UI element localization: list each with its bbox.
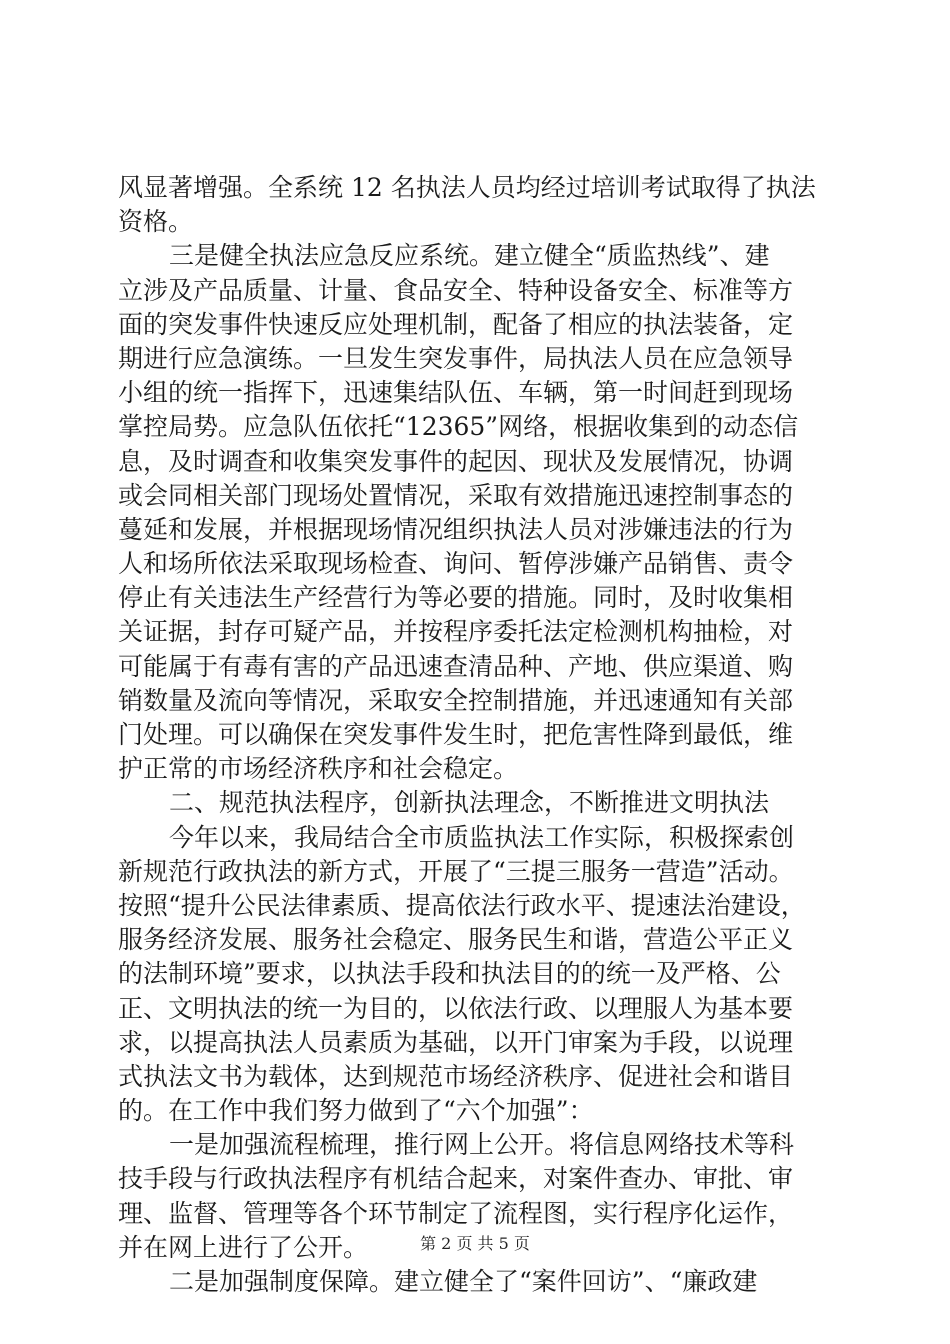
text-line: 关证据，封存可疑产品，并按程序委托法定检测机构抽检，对 — [118, 617, 794, 647]
text-line: 今年以来，我局结合全市质监执法工作实际，积极探索创 — [169, 822, 795, 852]
text-line: 技手段与行政执法程序有机结合起来，对案件查办、审批、审 — [118, 1164, 794, 1194]
text-line: 护正常的市场经济秩序和社会稳定。 — [118, 754, 519, 784]
text-line: 立涉及产品质量、计量、食品安全、特种设备安全、标准等方 — [118, 275, 794, 305]
text-line: 的法制环境”要求，以执法手段和执法目的的统一及严格、公 — [118, 959, 781, 989]
text-line: 掌控局势。应急队伍依托“12365”网络，根据收集到的动态信 — [118, 412, 799, 442]
text-line: 二、规范执法程序，创新执法理念，不断推进文明执法 — [169, 788, 770, 818]
text-line: 期进行应急演练。一旦发生突发事件，局执法人员在应急领导 — [118, 343, 794, 373]
text-line: 门处理。可以确保在突发事件发生时，把危害性降到最低，维 — [118, 720, 794, 749]
text-line: 二是加强制度保障。建立健全了“案件回访”、“廉政建 — [169, 1267, 758, 1296]
text-line: 面的突发事件快速反应处理机制，配备了相应的执法装备，定 — [118, 309, 794, 339]
text-line: 资格。 — [118, 207, 194, 237]
text-line: 蔓延和发展，并根据现场情况组织执法人员对涉嫌违法的行为 — [118, 514, 794, 544]
text-line: 人和场所依法采取现场检查、询问、暂停涉嫌产品销售、责令 — [118, 549, 794, 579]
text-line: 求，以提高执法人员素质为基础，以开门审案为手段，以说理 — [118, 1027, 794, 1057]
text-line: 新规范行政执法的新方式，开展了“三提三服务一营造”活动。 — [118, 856, 794, 886]
text-line: 或会同相关部门现场处置情况，采取有效措施迅速控制事态的 — [118, 480, 794, 510]
text-line: 息，及时调查和收集突发事件的起因、现状及发展情况，协调 — [118, 446, 794, 476]
text-line: 的。在工作中我们努力做到了“六个加强”： — [118, 1096, 594, 1126]
text-line: 正、文明执法的统一为目的，以依法行政、以理服人为基本要 — [118, 993, 794, 1023]
text-line: 服务经济发展、服务社会稳定、服务民生和谐，营造公平正义 — [118, 925, 794, 955]
text-line: 停止有关违法生产经营行为等必要的措施。同时，及时收集相 — [118, 583, 794, 613]
text-line: 可能属于有毒有害的产品迅速查清品种、产地、供应渠道、购 — [118, 651, 794, 681]
text-line: 按照“提升公民法律素质、提高依法行政水平、提速法治建设， — [118, 890, 806, 920]
text-line: 一是加强流程梳理，推行网上公开。将信息网络技术等科 — [169, 1130, 795, 1160]
text-line: 三是健全执法应急反应系统。建立健全“质监热线”、建 — [169, 241, 770, 271]
text-line: 销数量及流向等情况，采取安全控制措施，并迅速通知有关部 — [118, 685, 794, 715]
text-line: 风显著增强。全系统 12 名执法人员均经过培训考试取得了执法 — [118, 173, 816, 202]
text-line: 理、监督、管理等各个环节制定了流程图，实行程序化运作， — [118, 1198, 794, 1228]
text-line: 并在网上进行了公开。 — [118, 1232, 369, 1262]
document-body — [118, 171, 838, 1299]
text-line: 小组的统一指挥下，迅速集结队伍、车辆，第一时间赶到现场 — [118, 378, 794, 408]
text-line: 式执法文书为载体，达到规范市场经济秩序、促进社会和谐目 — [118, 1061, 794, 1091]
page-footer: 第 2 页 共 5 页 — [420, 1234, 530, 1253]
